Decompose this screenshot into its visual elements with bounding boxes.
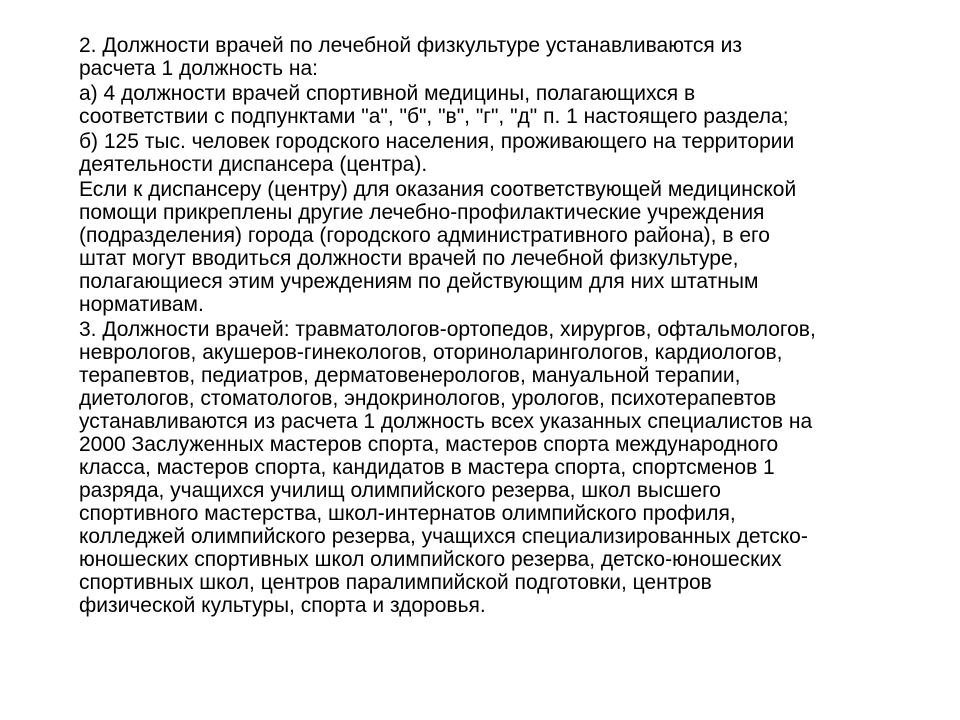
text-line: спортивных школ, центров паралимпийской подготовки, центров xyxy=(79,571,712,594)
paragraph-2 xyxy=(79,82,929,128)
text-line: спортивного мастерства, школ-интернатов олимпийского профиля, xyxy=(79,502,736,525)
text-line: полагающиеся этим учреждениям по действующим для них штатным xyxy=(79,270,759,293)
text-line: неврологов, акушеров-гинекологов, оториноларингологов, кардиологов, xyxy=(79,341,783,364)
text-line: диетологов, стоматологов, эндокринологов, урологов, психотерапевтов xyxy=(79,387,777,410)
document-body xyxy=(79,34,929,619)
text-line: физической культуры, спорта и здоровья. xyxy=(79,594,486,617)
paragraph-3 xyxy=(79,130,929,176)
text-line: Если к диспансеру (центру) для оказания соответствующей медицинской xyxy=(79,178,797,201)
text-line: разряда, учащихся училищ олимпийского резерва, школ высшего xyxy=(79,479,721,502)
text-line: расчета 1 должность на: xyxy=(79,57,319,80)
text-line: а) 4 должности врачей спортивной медицины, полагающихся в xyxy=(79,82,696,105)
text-line: 2000 Заслуженных мастеров спорта, мастеров спорта международного xyxy=(79,433,779,456)
text-line: нормативам. xyxy=(79,293,204,316)
text-line: штат могут вводиться должности врачей по лечебной физкультуре, xyxy=(79,247,739,270)
text-line: (подразделения) города (городского административного района), в его xyxy=(79,224,770,247)
text-line: терапевтов, педиатров, дерматовенерологов, мануальной терапии, xyxy=(79,364,741,387)
text-line: 2. Должности врачей по лечебной физкультуре устанавливаются из xyxy=(79,34,742,57)
paragraph-4 xyxy=(79,178,929,316)
text-line: соответствии с подпунктами "а", "б", "в", "г", "д" п. 1 настоящего раздела; xyxy=(79,105,789,128)
text-line: колледжей олимпийского резерва, учащихся специализированных детско- xyxy=(79,525,808,548)
text-line: класса, мастеров спорта, кандидатов в мастера спорта, спортсменов 1 xyxy=(79,456,775,479)
paragraph-1 xyxy=(79,34,929,80)
paragraph-5 xyxy=(79,318,929,617)
text-line: 3. Должности врачей: травматологов-ортопедов, хирургов, офтальмологов, xyxy=(79,318,816,341)
text-line: деятельности диспансера (центра). xyxy=(79,153,428,176)
text-line: устанавливаются из расчета 1 должность всех указанных специалистов на xyxy=(79,410,813,433)
text-line: помощи прикреплены другие лечебно-профилактические учреждения xyxy=(79,201,765,224)
text-line: б) 125 тыс. человек городского населения, проживающего на территории xyxy=(79,130,795,153)
text-line: юношеских спортивных школ олимпийского резерва, детско-юношеских xyxy=(79,548,782,571)
